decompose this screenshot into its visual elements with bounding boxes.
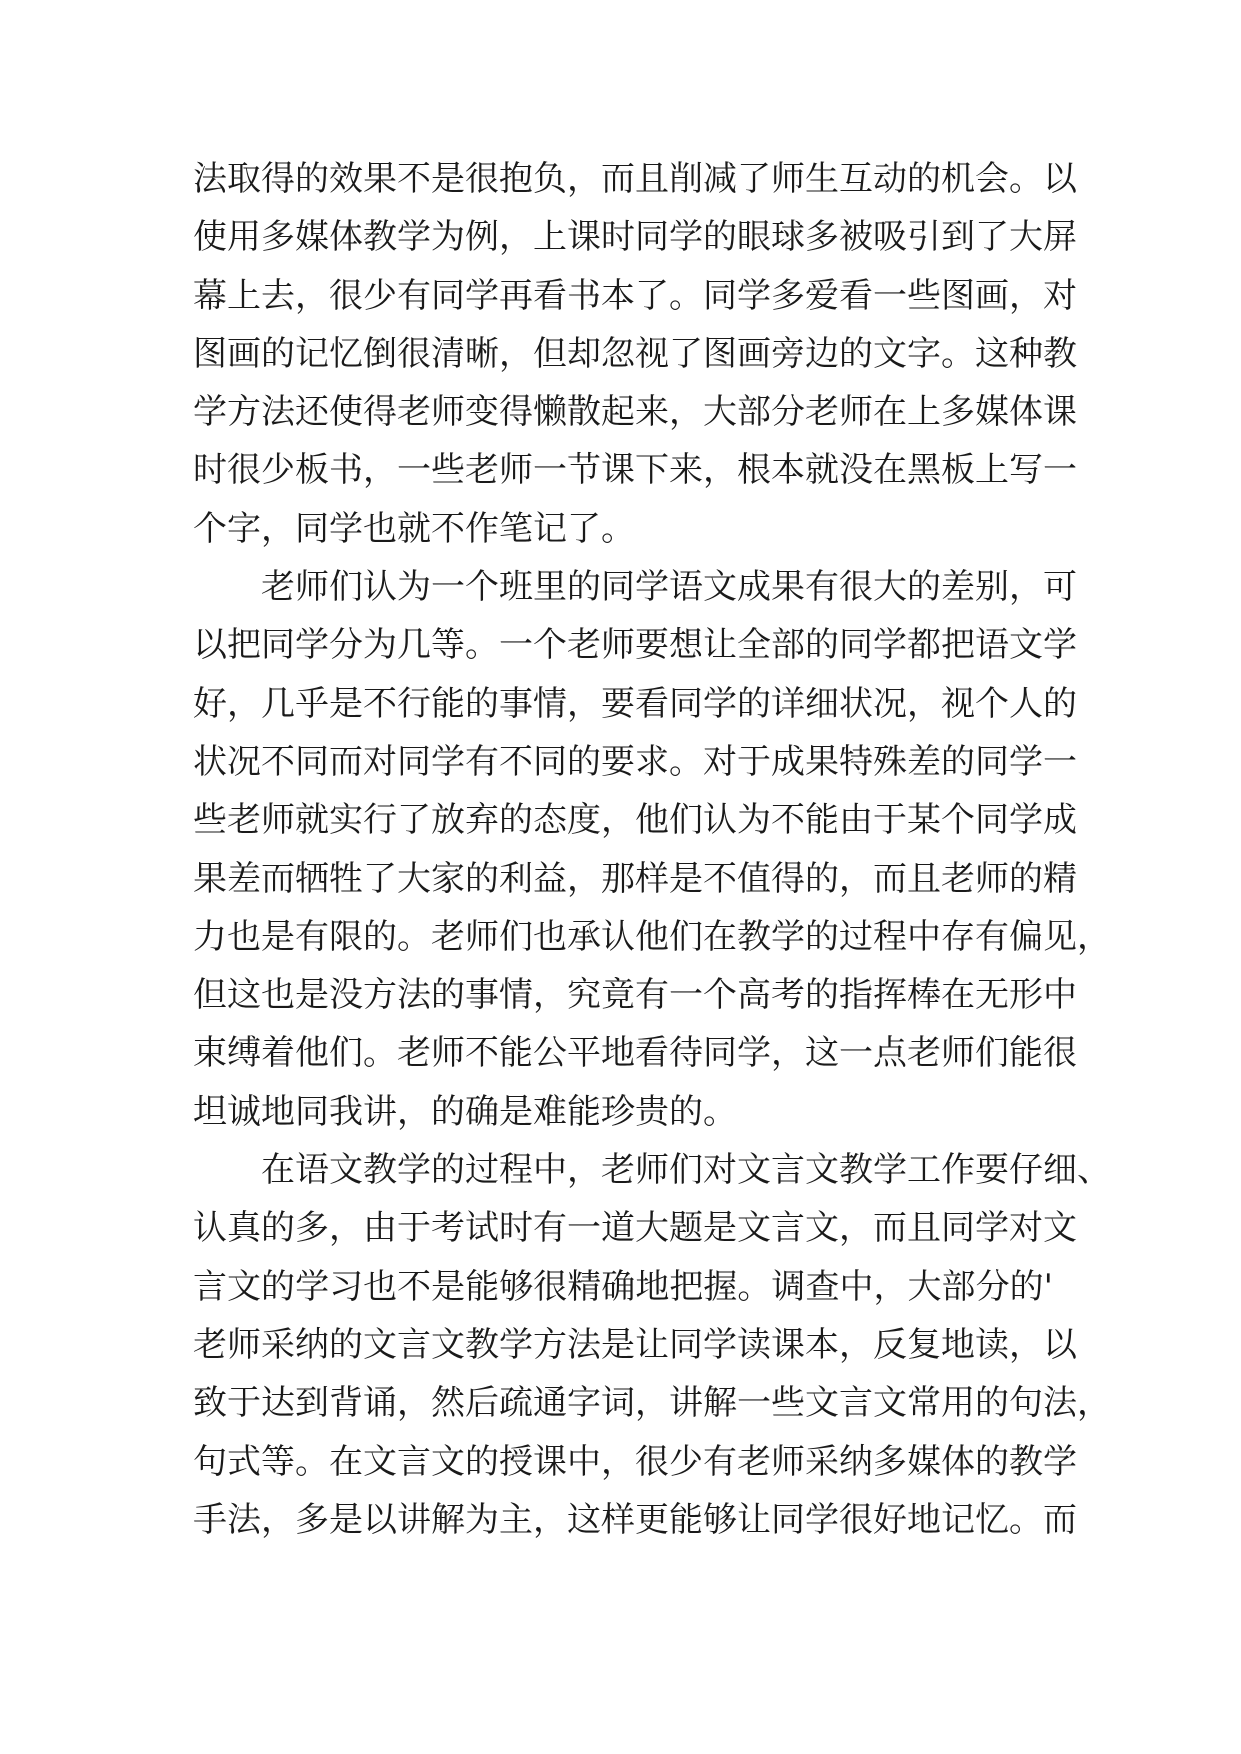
text-line: 些老师就实行了放弃的态度，他们认为不能由于某个同学成 xyxy=(193,800,1077,841)
text-line: 幕上去，很少有同学再看书本了。同学多爱看一些图画，对 xyxy=(193,275,1077,316)
text-line: 束缚着他们。老师不能公平地看待同学，这一点老师们能很 xyxy=(193,1033,1077,1074)
text-line: 句式等。在文言文的授课中，很少有老师采纳多媒体的教学 xyxy=(193,1441,1077,1482)
text-line: 果差而牺牲了大家的利益，那样是不值得的，而且老师的精 xyxy=(193,858,1077,899)
text-line: 老师采纳的文言文教学方法是让同学读课本，反复地读，以 xyxy=(193,1324,1077,1365)
text-line: 法取得的效果不是很抱负，而且削减了师生互动的机会。以 xyxy=(193,159,1077,199)
text-line: 状况不同而对同学有不同的要求。对于成果特殊差的同学一 xyxy=(193,741,1077,782)
text-line: 但这也是没方法的事情，究竟有一个高考的指挥棒在无形中 xyxy=(193,975,1077,1016)
paragraph-2 xyxy=(193,558,1111,1141)
text-line: 认真的多，由于考试时有一道大题是文言文，而且同学对文 xyxy=(193,1208,1077,1249)
text-line: 力也是有限的。老师们也承认他们在教学的过程中存有偏见， xyxy=(193,916,1111,957)
text-line: 在语文教学的过程中，老师们对文言文教学工作要仔细、 xyxy=(261,1150,1111,1191)
text-line: 手法，多是以讲解为主，这样更能够让同学很好地记忆。而 xyxy=(193,1499,1077,1540)
text-line: 个字，同学也就不作笔记了。 xyxy=(193,508,635,549)
text-line: 学方法还使得老师变得懒散起来，大部分老师在上多媒体课 xyxy=(193,392,1077,433)
text-line: 好，几乎是不行能的事情，要看同学的详细状况，视个人的 xyxy=(193,683,1077,724)
text-line: 图画的记忆倒很清晰，但却忽视了图画旁边的文字。这种教 xyxy=(193,333,1077,374)
paragraph-1 xyxy=(193,150,1077,558)
text-line: 致于达到背诵，然后疏通字词，讲解一些文言文常用的句法， xyxy=(193,1383,1111,1424)
paragraph-3 xyxy=(193,1141,1111,1549)
text-line: 坦诚地同我讲，的确是难能珍贵的。 xyxy=(193,1091,737,1132)
text-line: 老师们认为一个班里的同学语文成果有很大的差别，可 xyxy=(261,567,1077,608)
text-line: 使用多媒体教学为例，上课时同学的眼球多被吸引到了大屏 xyxy=(193,217,1077,258)
text-line: 以把同学分为几等。一个老师要想让全部的同学都把语文学 xyxy=(193,625,1077,666)
text-line: 时很少板书，一些老师一节课下来，根本就没在黑板上写一 xyxy=(193,450,1077,491)
text-line: 言文的学习也不是能够很精确地把握。调查中，大部分的' xyxy=(193,1266,1053,1307)
body-text xyxy=(193,150,1111,1549)
